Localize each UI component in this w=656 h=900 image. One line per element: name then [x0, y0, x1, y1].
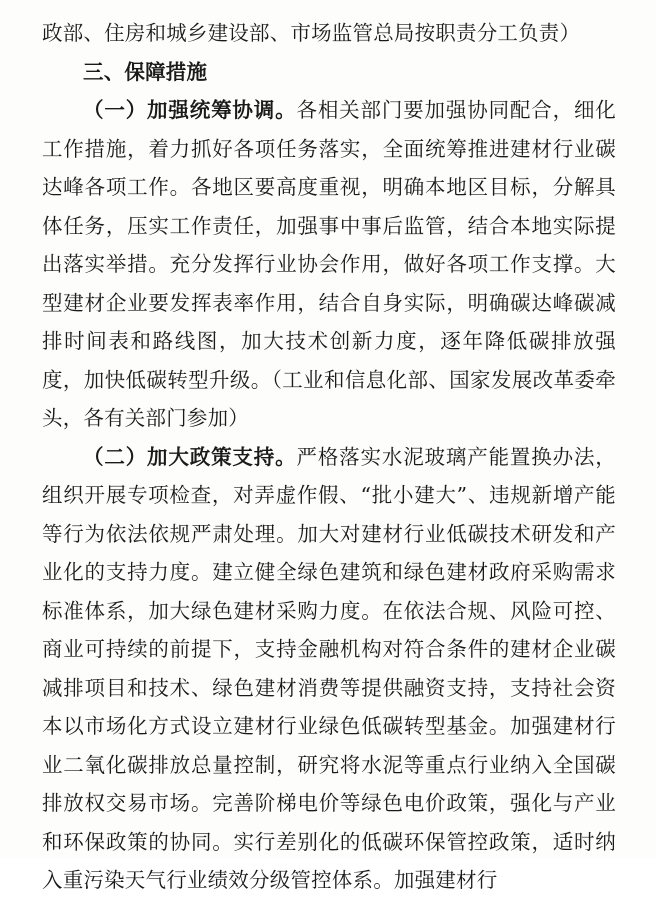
paragraph-item-2-lead: （二）加大政策支持。	[83, 444, 297, 469]
paragraph-continuation: 政部、住房和城乡建设部、市场监管总局按职责分工负责）	[42, 21, 581, 45]
paragraph-item-2	[42, 438, 616, 900]
section-heading: 三、保障措施	[83, 59, 208, 84]
document-body	[42, 14, 616, 900]
paragraph-item-1	[42, 91, 616, 438]
paragraph-item-2-text: 严格落实水泥玻璃产能置换办法，组织开展专项检查，对弄虚作假、“批小建大”、违规新增产能等行为依法依规严肃处理。加大对建材行业低碳技术研发和产业化的支持力度。建立健全绿色建筑和绿色建材政府采购需求标准体系，加大绿色建材采购力度。在依法合规、风险可控、商业可持续的前提下，支持金融机构对符合条件的建材企业碳减排项目和技术、绿色建材消费等提供融资支持，支持社会资本以市场化方式设立建材行业绿色低碳转型基金。加强建材行业二氧化碳排放总量控制，研究将水泥等重点行业纳入全国碳排放权交易市场。完善阶梯电价等绿色电价政策，强化与产业和环保政策的协同。实行差别化的低碳环保管控政策，适时纳入重污染天气行业绩效分级管控体系。加强建材行	[42, 444, 617, 892]
paragraph-item-1-lead: （一）加强统筹协调。	[83, 98, 297, 122]
paragraph-item-1-text: 各相关部门要加强协同配合，细化工作措施，着力抓好各项任务落实，全面统筹推进建材行业碳达峰各项工作。各地区要高度重视，明确本地区目标，分解具体任务，压实工作责任，加强事中事后监管，结合本地实际提出落实举措。充分发挥行业协会作用，做好各项工作支撑。大型建材企业要发挥表率作用，结合自身实际，明确碳达峰碳减排时间表和路线图，加大技术创新力度，逐年降低碳排放强度，加快低碳转型升级。（工业和信息化部、国家发展改革委牵头，各有关部门参加）	[42, 98, 617, 430]
